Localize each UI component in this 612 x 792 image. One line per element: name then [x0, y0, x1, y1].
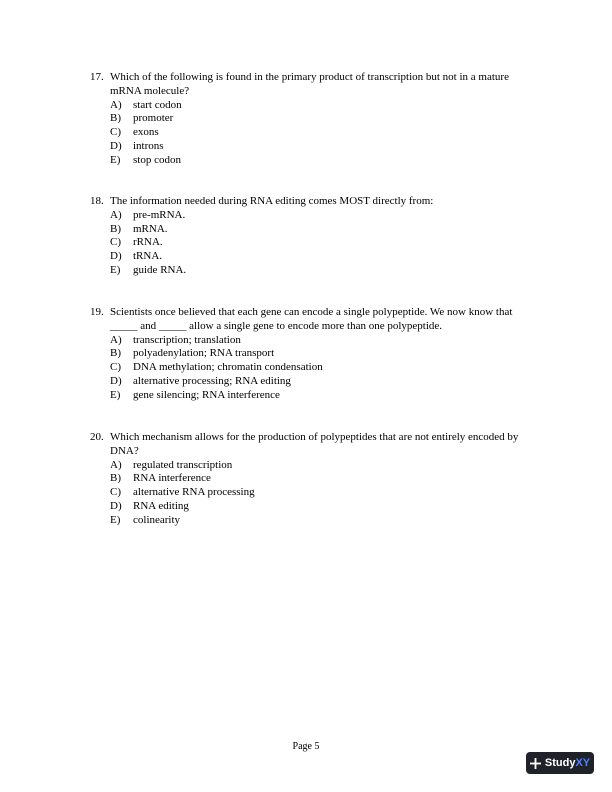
option-c: [90, 361, 540, 375]
option-c: [90, 236, 540, 250]
option-b: [90, 472, 540, 486]
option-d: [90, 375, 540, 389]
option-text: stop codon: [133, 153, 181, 166]
option-letter: B): [110, 222, 121, 235]
option-a: [90, 99, 540, 113]
page-number: Page 5: [292, 741, 320, 752]
option-c: [90, 486, 540, 500]
option-text: mRNA.: [133, 222, 168, 235]
badge-brand-accent: XY: [575, 757, 591, 769]
option-c: [90, 126, 540, 140]
option-text: polyadenylation; RNA transport: [133, 347, 275, 360]
question-number: 17.: [90, 71, 104, 83]
option-text: alternative RNA processing: [133, 486, 255, 499]
option-e: [90, 264, 540, 278]
option-text: exons: [133, 126, 159, 139]
option-letter: A): [110, 333, 122, 346]
option-text: tRNA.: [133, 250, 163, 263]
option-d: [90, 500, 540, 514]
option-text: RNA interference: [133, 472, 211, 485]
option-letter: E): [110, 263, 121, 276]
answer-options: [90, 459, 540, 528]
option-e: [90, 154, 540, 168]
option-letter: A): [110, 98, 122, 111]
option-letter: D): [110, 499, 122, 512]
option-letter: D): [110, 374, 122, 387]
option-text: promoter: [133, 112, 174, 125]
plus-icon: [530, 758, 541, 769]
option-letter: E): [110, 388, 121, 401]
question-text: The information needed during RNA editing comes MOST directly from:: [110, 195, 434, 207]
option-text: RNA editing: [133, 499, 189, 512]
option-text: start codon: [133, 98, 182, 111]
option-text: alternative processing; RNA editing: [133, 374, 291, 387]
question-number: 19.: [90, 306, 104, 318]
answer-options: [90, 99, 540, 168]
option-letter: B): [110, 472, 121, 485]
studyxy-badge[interactable]: [526, 752, 594, 774]
option-d: [90, 140, 540, 154]
option-text: pre-mRNA.: [133, 208, 186, 221]
question-text: Which of the following is found in the primary product of transcription but not in a mature mRNA molecule?: [110, 71, 509, 97]
option-letter: E): [110, 153, 121, 166]
question-number: 18.: [90, 195, 104, 207]
option-letter: A): [110, 208, 122, 221]
question-17: [90, 71, 540, 168]
option-letter: D): [110, 139, 122, 152]
option-text: rRNA.: [133, 236, 163, 249]
option-e: [90, 514, 540, 528]
option-letter: C): [110, 361, 121, 374]
option-letter: E): [110, 513, 121, 526]
option-text: gene silencing; RNA interference: [133, 388, 280, 401]
option-letter: C): [110, 236, 121, 249]
badge-brand-main: Study: [544, 757, 576, 769]
answer-options: [90, 209, 540, 278]
option-letter: A): [110, 458, 122, 471]
option-e: [90, 389, 540, 403]
question-19: [90, 306, 540, 403]
option-text: introns: [133, 139, 164, 152]
question-text: Which mechanism allows for the production of polypeptides that are not entirely encoded by DNA?: [110, 431, 519, 457]
option-text: DNA methylation; chromatin condensation: [133, 361, 323, 374]
option-letter: B): [110, 347, 121, 360]
option-letter: C): [110, 486, 121, 499]
option-a: [90, 209, 540, 223]
option-letter: C): [110, 126, 121, 139]
option-a: [90, 334, 540, 348]
option-letter: D): [110, 250, 122, 263]
question-number: 20.: [90, 431, 104, 443]
question-text: Scientists once believed that each gene can encode a single polypeptide. We now know that _____ and _____ allow a single gene to encode more than one polypeptide.: [110, 306, 513, 332]
option-b: [90, 223, 540, 237]
option-text: colinearity: [133, 513, 181, 526]
option-letter: B): [110, 112, 121, 125]
option-text: guide RNA.: [133, 263, 187, 276]
option-a: [90, 459, 540, 473]
question-18: [90, 195, 540, 278]
answer-options: [90, 334, 540, 403]
option-text: regulated transcription: [133, 458, 233, 471]
question-20: [90, 431, 540, 528]
option-text: transcription; translation: [133, 333, 241, 346]
option-b: [90, 112, 540, 126]
option-b: [90, 347, 540, 361]
option-d: [90, 250, 540, 264]
